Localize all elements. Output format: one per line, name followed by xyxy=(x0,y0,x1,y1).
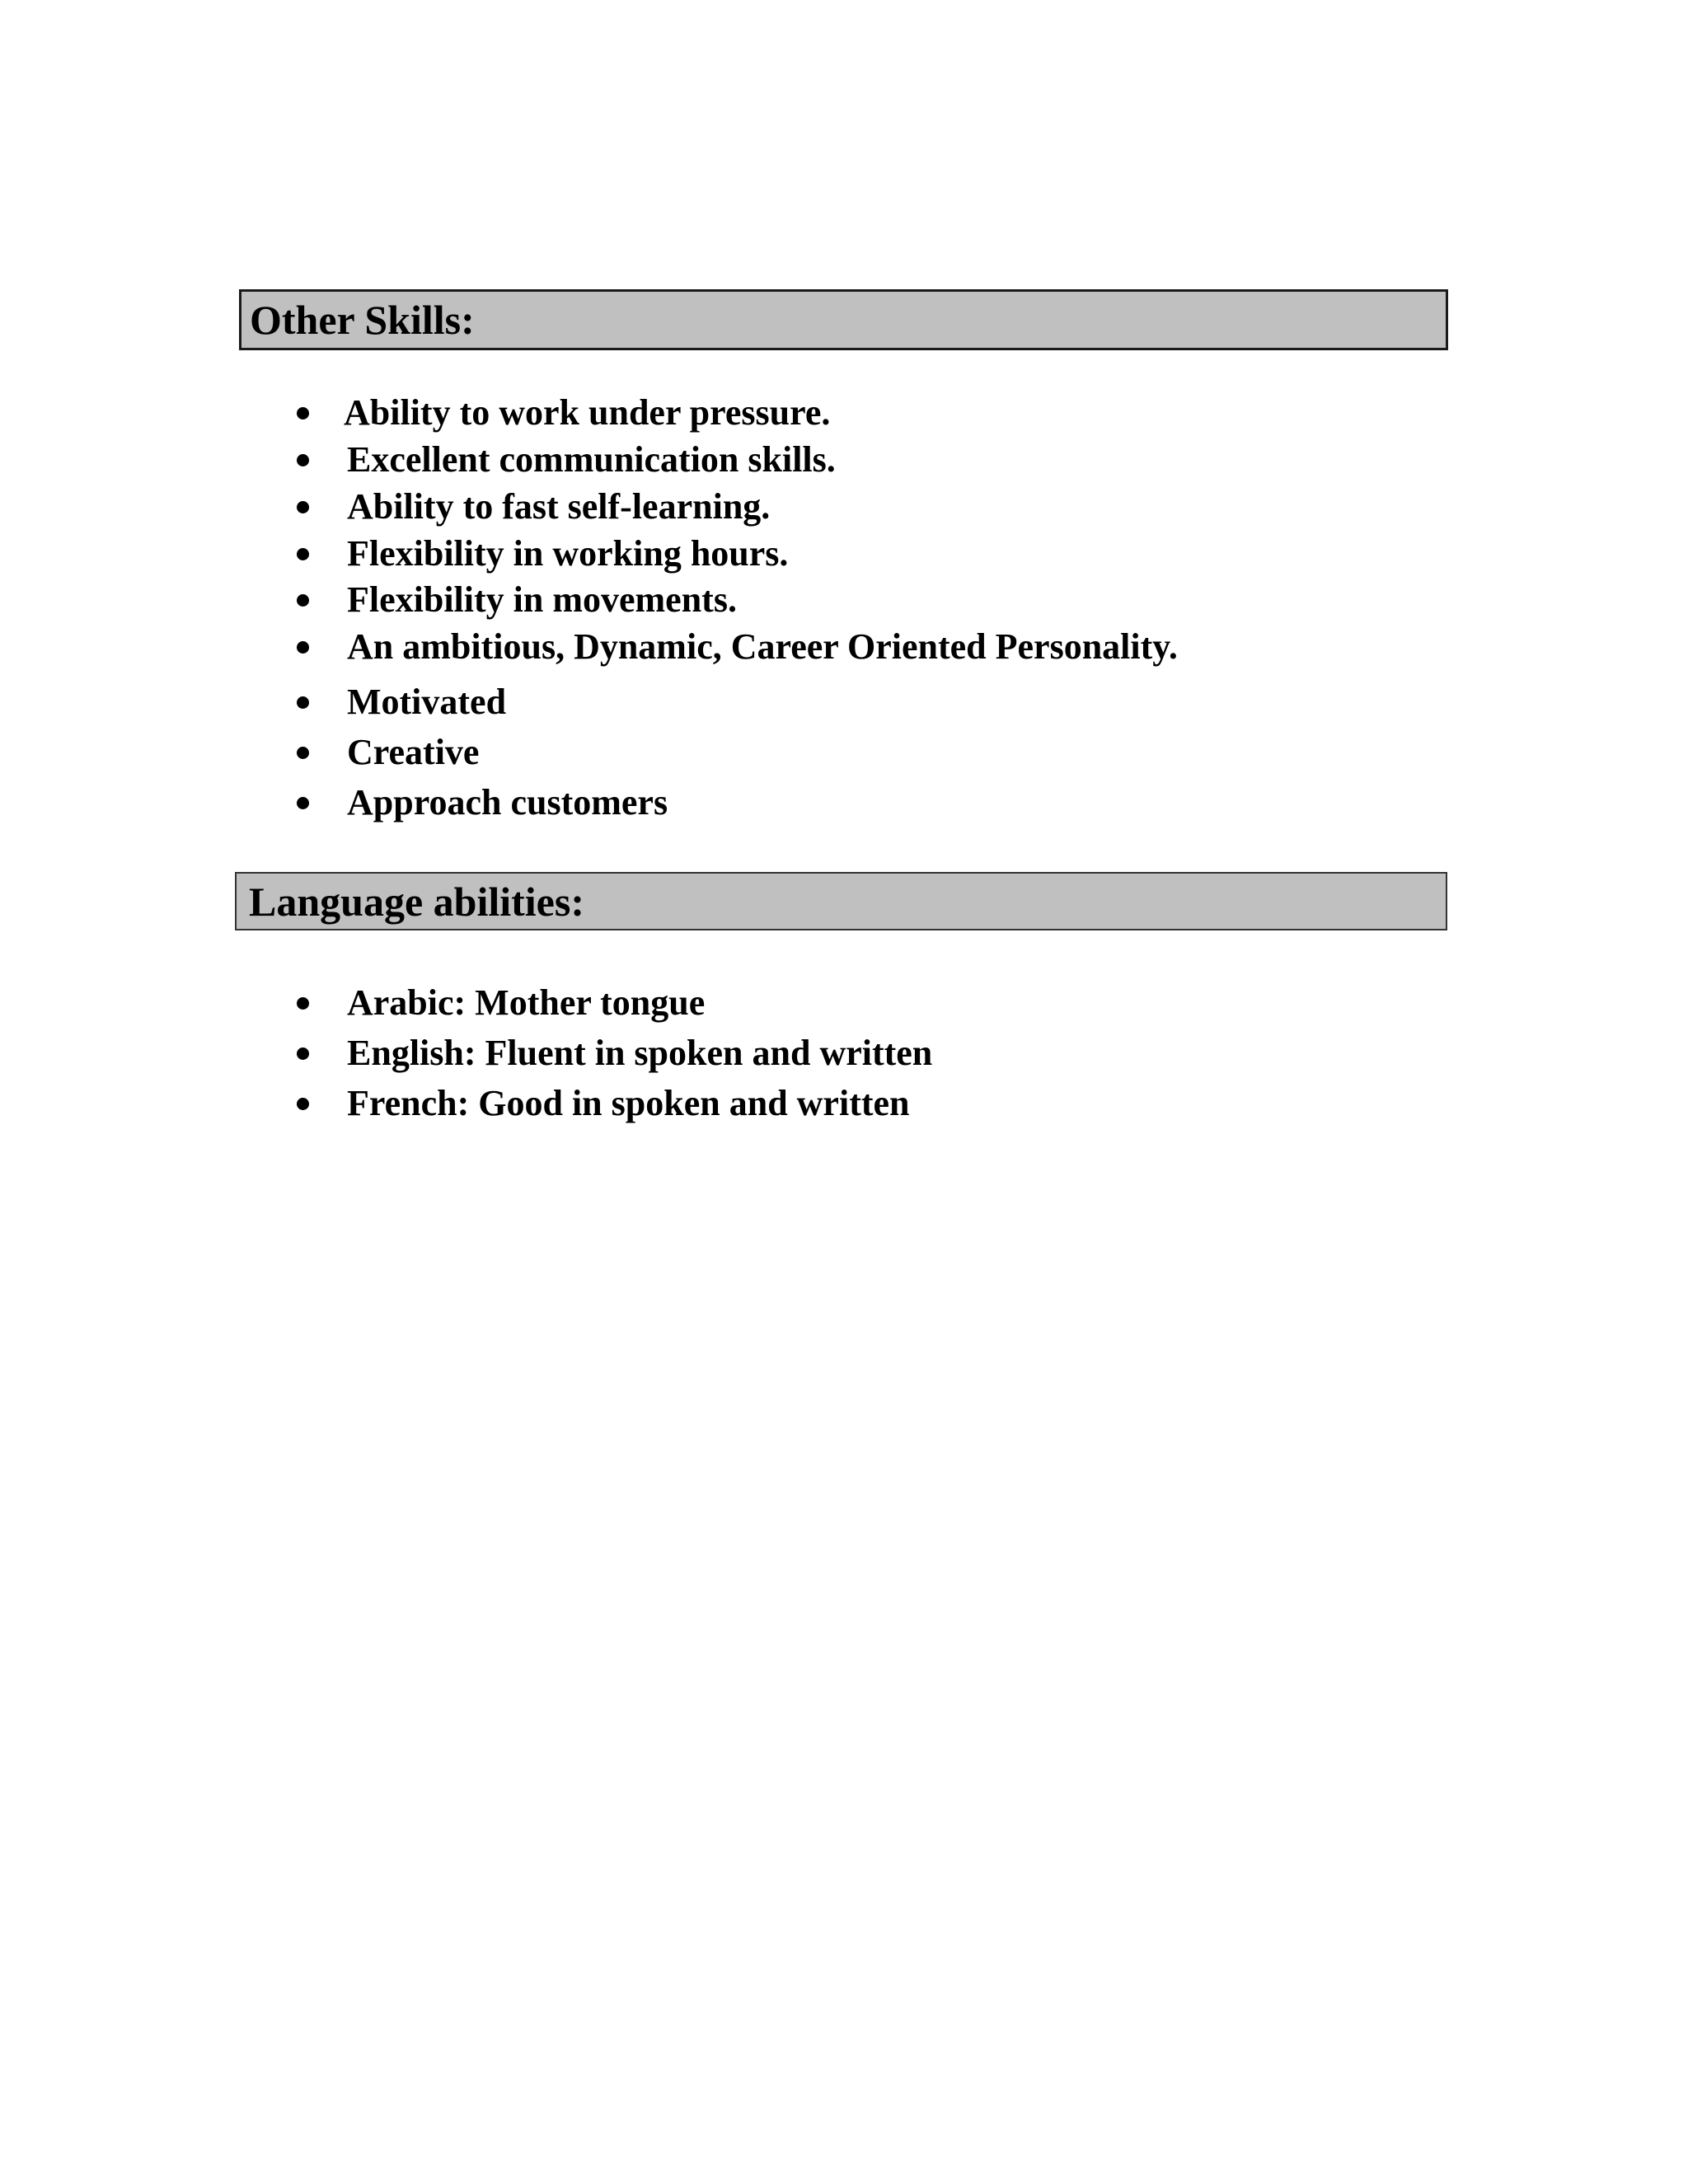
list-item xyxy=(0,980,1401,1026)
list-item-text: Approach customers xyxy=(347,782,668,823)
list-item-text: Ability to work under pressure. xyxy=(344,392,831,433)
list-item xyxy=(0,1080,1401,1127)
list-item xyxy=(0,1030,1401,1076)
bullet-icon xyxy=(297,548,309,560)
list-item xyxy=(0,729,1401,776)
list-item xyxy=(0,679,1401,725)
list-item-text: English: Fluent in spoken and written xyxy=(347,1033,933,1073)
language-abilities-heading xyxy=(235,872,1447,930)
list-item-text: Ability to fast self-learning. xyxy=(347,486,771,527)
list-item xyxy=(0,437,1401,483)
language-abilities-heading-text: Language abilities: xyxy=(249,878,584,925)
bullet-icon xyxy=(297,501,309,513)
bullet-icon xyxy=(297,1047,309,1060)
list-item xyxy=(0,780,1401,826)
list-item-text: French: Good in spoken and written xyxy=(347,1083,910,1123)
bullet-icon xyxy=(297,696,309,709)
bullet-icon xyxy=(297,1098,309,1110)
bullet-icon xyxy=(297,997,309,1010)
bullet-icon xyxy=(297,594,309,607)
list-item-text: An ambitious, Dynamic, Career Oriented Personality. xyxy=(347,626,1178,667)
other-skills-heading-text: Other Skills: xyxy=(250,297,475,343)
list-item xyxy=(0,531,1401,577)
bullet-icon xyxy=(297,407,309,419)
list-item xyxy=(0,390,1401,436)
list-item-text: Flexibility in working hours. xyxy=(347,533,789,574)
list-item-text: Arabic: Mother tongue xyxy=(347,982,706,1023)
list-item-text: Motivated xyxy=(347,682,507,722)
other-skills-heading xyxy=(239,289,1448,350)
bullet-icon xyxy=(297,641,309,654)
list-item-text: Creative xyxy=(347,732,480,772)
list-item xyxy=(0,484,1401,530)
bullet-icon xyxy=(297,747,309,759)
list-item xyxy=(0,624,1401,670)
list-item-text: Excellent communication skills. xyxy=(347,439,836,480)
list-item xyxy=(0,577,1401,623)
bullet-icon xyxy=(297,797,309,809)
bullet-icon xyxy=(297,454,309,466)
list-item-text: Flexibility in movements. xyxy=(347,579,737,620)
